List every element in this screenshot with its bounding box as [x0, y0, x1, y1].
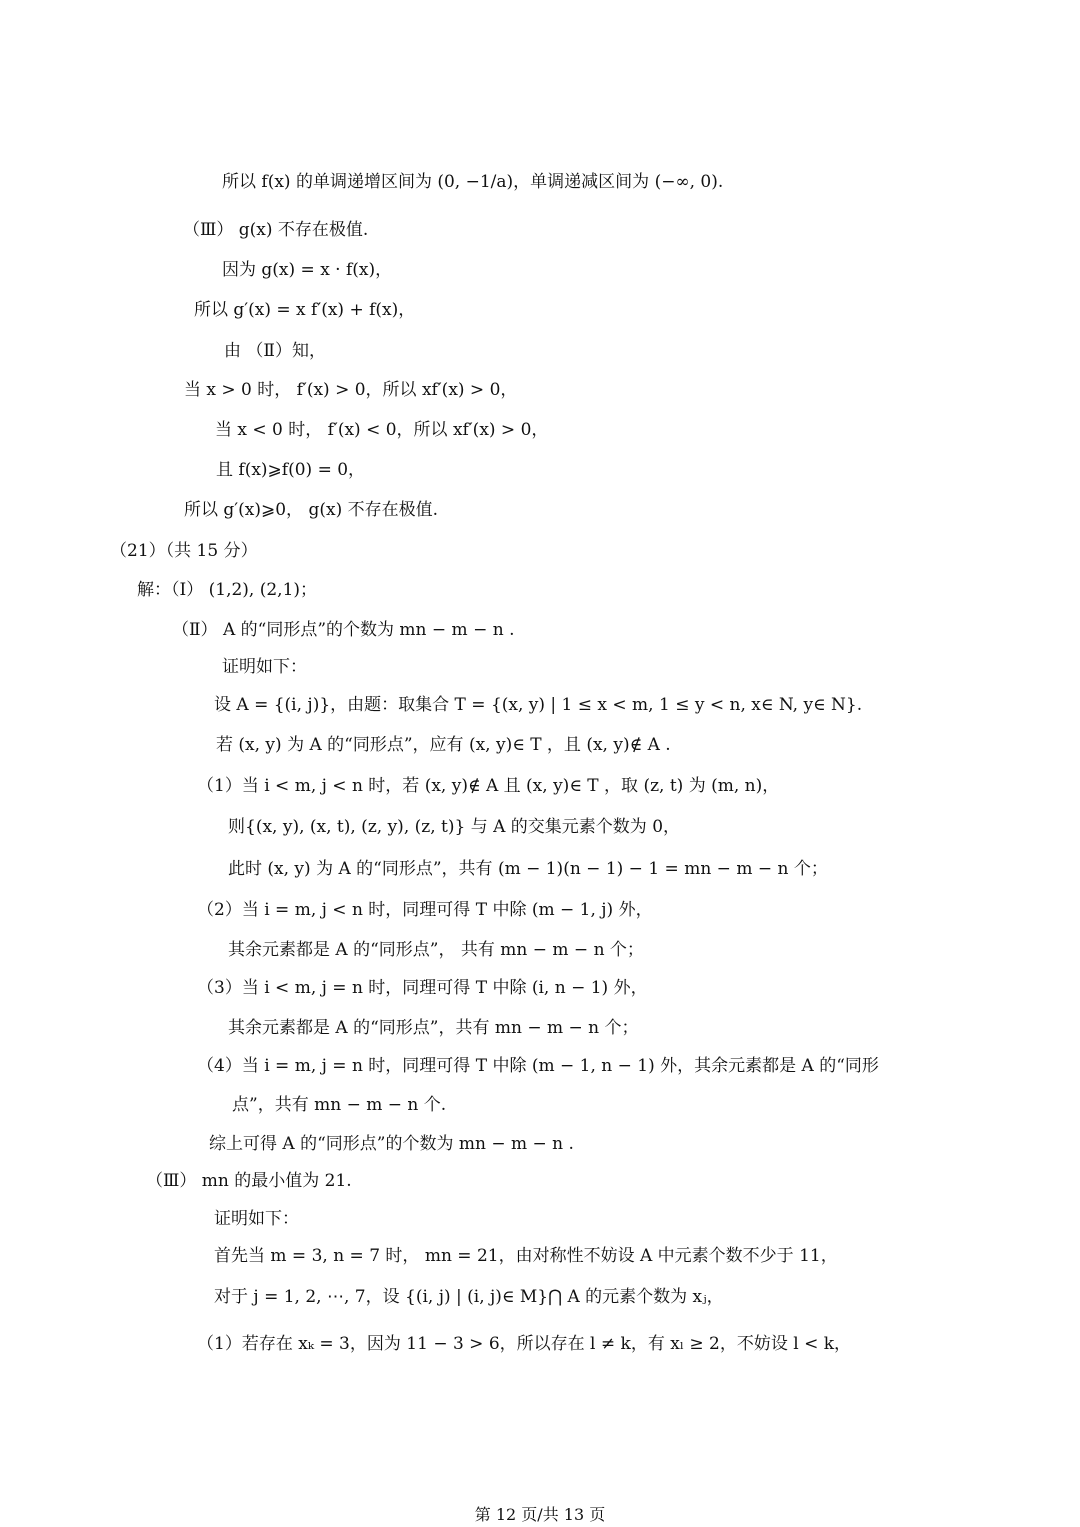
- text-line: （1）当 i < m, j < n 时，若 (x, y)∉ A 且 (x, y)∈ T ，取 (z, t) 为 (m, n)，: [197, 776, 780, 796]
- text-line: 综上可得 A 的“同形点”的个数为 mn − m − n .: [209, 1134, 574, 1154]
- text-line: 当 x > 0 时， f′(x) > 0，所以 xf′(x) > 0，: [184, 380, 518, 400]
- text-line: 当 x < 0 时， f′(x) < 0，所以 xf′(x) > 0，: [215, 420, 549, 440]
- text-line: 其余元素都是 A 的“同形点”， 共有 mn − m − n 个；: [228, 940, 644, 960]
- text-line: 且 f(x)⩾f(0) = 0，: [216, 460, 366, 480]
- text-line: 点”，共有 mn − m − n 个.: [232, 1095, 447, 1115]
- page-number-footer: 第 12 页/共 13 页: [474, 1505, 606, 1524]
- text-line: （3）当 i < m, j = n 时，同理可得 T 中除 (i, n − 1) 外，: [197, 978, 648, 998]
- text-line: 若 (x, y) 为 A 的“同形点”，应有 (x, y)∈ T ，且 (x, y)∉ A .: [216, 735, 671, 755]
- section-heading: （21）（共 15 分）: [110, 541, 258, 561]
- text-line: （4）当 i = m, j = n 时，同理可得 T 中除 (m − 1, n − 1) 外，其余元素都是 A 的“同形: [197, 1056, 879, 1076]
- text-line: 所以 f(x) 的单调递增区间为 (0, −1/a)，单调递减区间为 (−∞, 0).: [222, 172, 724, 192]
- text-line: 解：（Ⅰ） (1,2), (2,1)；: [137, 580, 318, 600]
- text-line: 所以 g′(x) = x f′(x) + f(x)，: [194, 300, 416, 320]
- text-line: 证明如下：: [214, 1209, 299, 1229]
- text-line: 其余元素都是 A 的“同形点”，共有 mn − m − n 个；: [228, 1018, 639, 1038]
- text-line: 证明如下：: [222, 657, 307, 677]
- text-line: 因为 g(x) = x · f(x)，: [222, 260, 393, 280]
- text-line: （2）当 i = m, j < n 时，同理可得 T 中除 (m − 1, j) 外，: [197, 900, 653, 920]
- text-line: （1）若存在 xₖ = 3，因为 11 − 3 > 6，所以存在 l ≠ k，有 xₗ ≥ 2，不妨设 l < k，: [197, 1334, 852, 1354]
- text-line: （Ⅲ） mn 的最小值为 21.: [146, 1171, 352, 1191]
- text-line: 则{(x, y), (x, t), (z, y), (z, t)} 与 A 的交集元素个数为 0，: [228, 817, 681, 837]
- text-line: 所以 g′(x)⩾0， g(x) 不存在极值.: [184, 500, 439, 520]
- text-line: （Ⅱ） A 的“同形点”的个数为 mn − m − n .: [172, 620, 515, 640]
- text-line: 由 （Ⅱ）知，: [224, 341, 326, 361]
- text-line: 对于 j = 1, 2, ⋯, 7，设 {(i, j) | (i, j)∈ M}⋂ A 的元素个数为 xⱼ，: [214, 1287, 724, 1307]
- text-line: 此时 (x, y) 为 A 的“同形点”，共有 (m − 1)(n − 1) − 1 = mn − m − n 个；: [228, 859, 828, 879]
- text-line: （Ⅲ） g(x) 不存在极值.: [183, 220, 369, 240]
- text-line: 设 A = {(i, j)}，由题：取集合 T = {(x, y) | 1 ≤ x < m, 1 ≤ y < n, x∈ N, y∈ N}.: [214, 695, 863, 715]
- text-line: 首先当 m = 3, n = 7 时， mn = 21，由对称性不妨设 A 中元素个数不少于 11，: [214, 1246, 838, 1266]
